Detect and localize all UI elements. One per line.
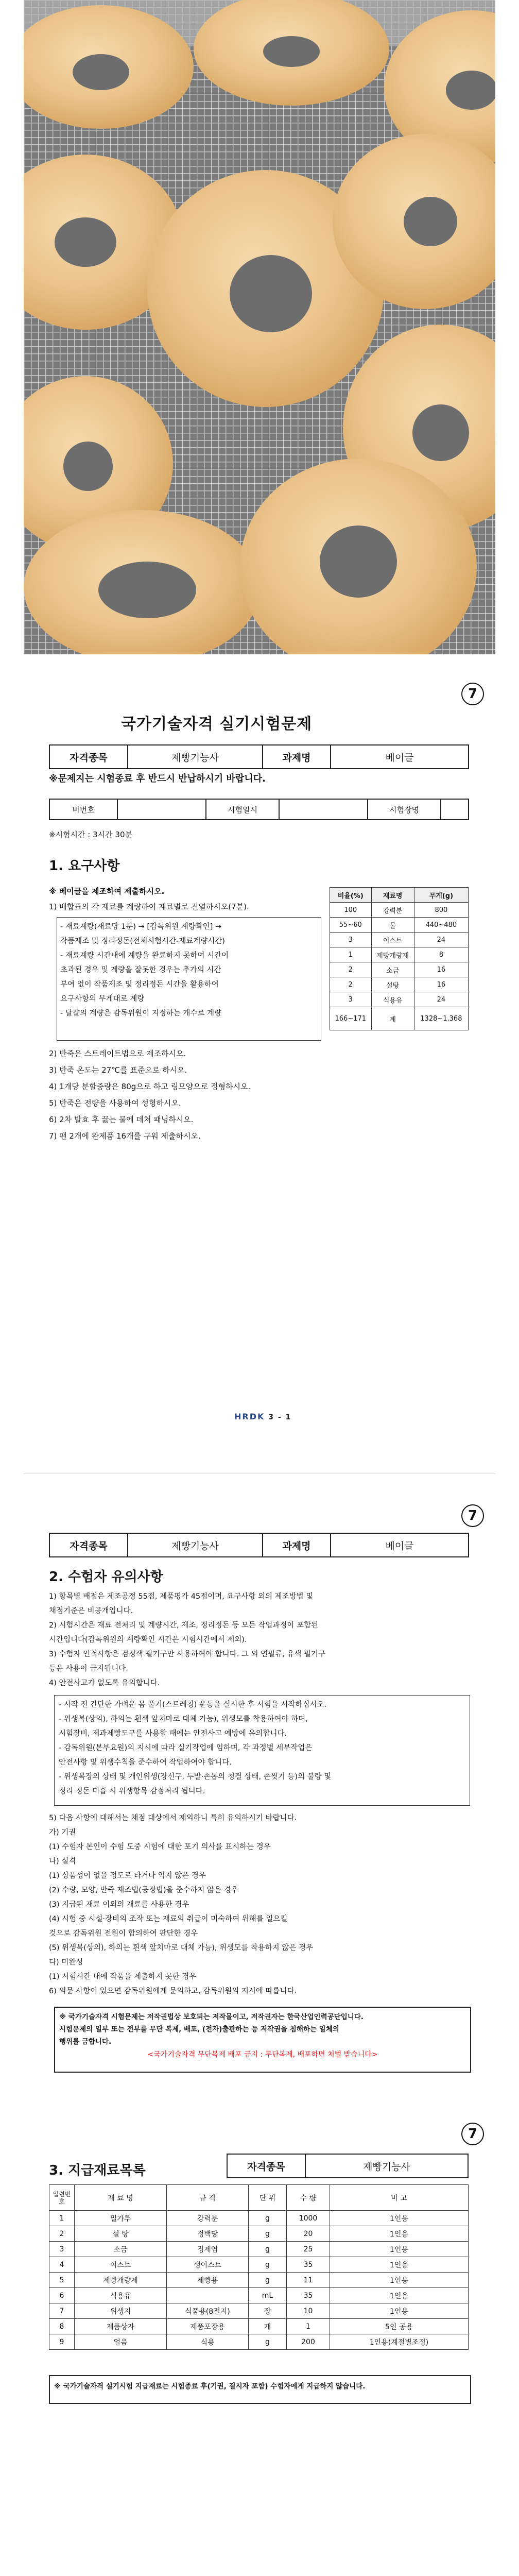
section-materials: 3. 지급재료목록	[49, 2163, 146, 2178]
safety-line: 안전사항 및 위생수칙을 준수하여 작업하여야 합니다.	[59, 1758, 232, 1767]
col-note: 비 고	[330, 2185, 469, 2211]
footer-page-number: 3 - 1	[268, 1413, 292, 1421]
material-cell: 5인 공용	[330, 2319, 469, 2334]
rule-line: 것으로 감독위원 전원이 합의하여 판단한 경우	[49, 1929, 198, 1938]
material-cell: 장	[249, 2303, 287, 2319]
material-row	[49, 2273, 469, 2288]
col-serial: 일련번호	[49, 2185, 75, 2211]
weight-cell: 24	[414, 992, 468, 1007]
weight-header: 무게(g)	[414, 888, 468, 903]
material-cell: 강력분	[167, 2211, 249, 2226]
disqualification-list	[49, 1811, 313, 1998]
precaution-line: 1) 항목별 배점은 제조공정 55점, 제품평가 45점이며, 요구사항 외의 제조방법 및	[49, 1592, 314, 1601]
req-7: 7) 팬 2개에 완제품 16개를 구워 제출하시오.	[49, 1131, 201, 1141]
rule-line: (2) 수량, 모양, 반죽 제조법(공정법)을 준수하지 않은 경우	[49, 1886, 238, 1894]
box-line: 부여 없이 작품제조 및 정리정돈 시간을 활용하여	[60, 980, 219, 989]
place-field[interactable]	[441, 799, 469, 820]
material-cell: 6	[49, 2288, 75, 2303]
bagel-shapes	[24, 0, 495, 654]
ingredient-cell: 강력분	[371, 903, 414, 918]
material-cell: 20	[287, 2226, 330, 2242]
return-notice: ※문제지는 시험종료 후 반드시 반납하시기 바랍니다.	[49, 773, 266, 784]
material-cell: g	[249, 2334, 287, 2350]
task-label: 과제명	[263, 1533, 331, 1557]
ingredient-cell: 제빵개량제	[371, 947, 414, 962]
material-cell: 제빵용	[167, 2273, 249, 2288]
ingredient-cell: 이스트	[371, 933, 414, 947]
material-cell: 1000	[287, 2211, 330, 2226]
col-spec: 규 격	[167, 2185, 249, 2211]
qual-label: 자격종목	[49, 745, 128, 769]
col-unit: 단 위	[249, 2185, 287, 2211]
rule-line: (5) 위생복(상의), 하의는 흰색 앞치마로 대체 가능), 위생모를 착용하지 않은 경우	[49, 1944, 314, 1952]
ratio-header: 비율(%)	[330, 888, 372, 903]
page-divider	[24, 1473, 495, 1474]
ratio-cell: 2	[330, 977, 372, 992]
material-cell: 2	[49, 2226, 75, 2242]
place-label: 시험장명	[368, 799, 441, 820]
date-field[interactable]	[279, 799, 368, 820]
safety-line: - 감독위원(본부요원)의 지시에 따라 실기작업에 임하며, 각 과정별 세부작업은	[59, 1744, 313, 1752]
date-label: 시험일시	[206, 799, 279, 820]
req-intro: ※ 베이글을 제조하여 제출하시오.	[49, 887, 165, 896]
safety-box	[54, 1695, 470, 1806]
material-cell: 25	[287, 2242, 330, 2257]
page-footer	[234, 1412, 291, 1421]
safety-line: 시험장비, 제과제빵도구를 사용할 때에는 안전사고 예방에 유의합니다.	[59, 1730, 287, 1738]
rule-line: 다) 미완성	[49, 1958, 83, 1967]
total-ratio-cell: 166~171	[330, 1007, 372, 1030]
material-cell: 식품용(8절지)	[167, 2303, 249, 2319]
safety-line: - 위생복(상의), 하의는 흰색 앞치마로 대체 가능), 위생모를 착용하여야 하며,	[59, 1715, 308, 1723]
material-cell: g	[249, 2242, 287, 2257]
material-row	[49, 2226, 469, 2242]
material-cell: g	[249, 2273, 287, 2288]
box-line: 요구사항의 무게대로 계량	[60, 995, 145, 1003]
box-line: - 달걀의 계량은 감독위원이 지정하는 개수로 계량	[60, 1009, 222, 1018]
precautions-list	[49, 1589, 325, 1690]
req-1: 1) 배합표의 각 재료를 계량하여 재료별로 진열하시오(7분).	[49, 902, 249, 911]
material-cell: 1인용	[330, 2288, 469, 2303]
ratio-cell: 3	[330, 992, 372, 1007]
rule-line: (3) 지급된 재료 이외의 재료를 사용한 경우	[49, 1901, 189, 1909]
rule-line: (1) 수험자 본인이 수험 도중 시험에 대한 포기 의사를 표시하는 경우	[49, 1843, 271, 1851]
material-cell: 정백당	[167, 2226, 249, 2242]
qual-value: 제빵기능사	[128, 745, 263, 769]
material-row	[49, 2242, 469, 2257]
material-cell: 35	[287, 2288, 330, 2303]
req-6: 6) 2차 발효 후 끓는 물에 데쳐 패닝하시오.	[49, 1115, 194, 1124]
material-cell: 1인용	[330, 2211, 469, 2226]
ratio-cell: 100	[330, 903, 372, 918]
bagels-photo	[24, 0, 495, 654]
col-name: 재 료 명	[75, 2185, 167, 2211]
weighing-notice-box	[57, 917, 321, 1041]
ratio-cell: 2	[330, 962, 372, 977]
material-cell: 이스트	[75, 2257, 167, 2273]
material-cell: 200	[287, 2334, 330, 2350]
material-cell: 7	[49, 2303, 75, 2319]
precaution-line: 3) 수험자 인적사항은 검정색 필기구만 사용하여야 합니다. 그 외 연필류, 유색 필기구	[49, 1650, 326, 1658]
copyright-warning-red: <국가기술자격 무단복제 배포 금지 : 무단복제, 배포하면 처벌 받습니다>	[147, 2050, 378, 2059]
material-cell: 식용	[167, 2334, 249, 2350]
exam-time: ※시험시간 : 3시간 30분	[49, 830, 132, 839]
safety-line: 정리 정돈 미흡 시 위생항목 감점처리 됩니다.	[59, 1787, 205, 1795]
copyright-line: ※ 국가기술자격 시험문제는 저작권법상 보호되는 저작물이고, 저작권자는 한국산업인력공단입니다.	[59, 2013, 364, 2021]
bagel-tray-image	[24, 0, 495, 654]
material-cell: 1인용(계절별조정)	[330, 2334, 469, 2350]
weight-cell: 24	[414, 933, 468, 947]
materials-table	[49, 2184, 469, 2350]
total-label-cell: 계	[371, 1007, 414, 1030]
weight-cell: 16	[414, 962, 468, 977]
page-number-circle: 7	[461, 1504, 484, 1527]
ingredient-cell: 식용유	[371, 992, 414, 1007]
weight-cell: 800	[414, 903, 468, 918]
material-cell: 1인용	[330, 2226, 469, 2242]
ingredient-cell: 설탕	[371, 977, 414, 992]
material-cell: 9	[49, 2334, 75, 2350]
material-cell: 5	[49, 2273, 75, 2288]
qual-label: 자격종목	[227, 2154, 305, 2178]
material-cell: 제품상자	[75, 2319, 167, 2334]
material-row	[49, 2211, 469, 2226]
material-cell: 1	[49, 2211, 75, 2226]
ratio-cell: 1	[330, 947, 372, 962]
material-cell: 8	[49, 2319, 75, 2334]
ingredient-header: 재료명	[371, 888, 414, 903]
safety-line: - 시작 전 간단한 가벼운 몸 풀기(스트레칭) 운동을 실시한 후 시험을 시작하십시오.	[59, 1701, 327, 1709]
material-row	[49, 2303, 469, 2319]
materials-body	[49, 2211, 469, 2350]
material-cell: 얼음	[75, 2334, 167, 2350]
safety-line: - 위생복장의 상태 및 개인위생(장신구, 두발·손톱의 청결 상태, 손씻기 등)의 불량 및	[59, 1773, 332, 1781]
material-cell: g	[249, 2226, 287, 2242]
req-3: 3) 반죽 온도는 27℃를 표준으로 하시오.	[49, 1065, 187, 1075]
id-table	[49, 799, 469, 820]
precaution-line: 등은 사용이 금지됩니다.	[49, 1665, 128, 1673]
number-field[interactable]	[117, 799, 206, 820]
material-cell: 정제염	[167, 2242, 249, 2257]
task-value: 베이글	[331, 1533, 469, 1557]
ratio-cell: 3	[330, 933, 372, 947]
weight-cell: 440~480	[414, 918, 468, 933]
materials-header-table	[227, 2154, 469, 2178]
materials-note: ※ 국가기술자격 실기시험 지급재료는 시험종료 후(기권, 결시자 포함) 수험자에게 지급하지 않습니다.	[54, 2382, 366, 2391]
box-line: - 재료계량 시간내에 계량을 완료하지 못하여 시간이	[60, 952, 229, 960]
rule-line: (1) 시험시간 내에 작품을 제출하지 못한 경우	[49, 1973, 197, 1981]
hrdk-logo: HRDK	[234, 1412, 265, 1421]
task-label: 과제명	[263, 745, 331, 769]
material-row	[49, 2288, 469, 2303]
material-cell: 1인용	[330, 2257, 469, 2273]
material-cell: g	[249, 2211, 287, 2226]
material-cell: 3	[49, 2242, 75, 2257]
material-cell: 11	[287, 2273, 330, 2288]
material-cell: g	[249, 2257, 287, 2273]
ratio-cell: 55~60	[330, 918, 372, 933]
ingredient-cell: 소금	[371, 962, 414, 977]
qual-value: 제빵기능사	[305, 2154, 468, 2178]
material-cell: mL	[249, 2288, 287, 2303]
box-line: - 재료계량(재료당 1분) → [감독위원 계량확인] →	[60, 923, 222, 931]
ingredient-cell: 물	[371, 918, 414, 933]
qual-label: 자격종목	[49, 1533, 128, 1557]
rule-line: 가) 기권	[49, 1828, 76, 1837]
material-cell: 생이스트	[167, 2257, 249, 2273]
material-cell: 위생지	[75, 2303, 167, 2319]
col-qty: 수 량	[287, 2185, 330, 2211]
material-cell: 1인용	[330, 2273, 469, 2288]
material-cell	[167, 2288, 249, 2303]
req-5: 5) 반죽은 전량을 사용하여 성형하시오.	[49, 1098, 181, 1108]
rule-line: 5) 다음 사항에 대해서는 채점 대상에서 제외하니 특히 유의하시기 바랍니다.	[49, 1814, 297, 1822]
material-cell: 제빵개량제	[75, 2273, 167, 2288]
material-cell: 밀가루	[75, 2211, 167, 2226]
material-row	[49, 2257, 469, 2273]
formula-table	[330, 887, 469, 1030]
precaution-line: 시간입니다(감독위원의 계량확인 시간은 시험시간에서 제외).	[49, 1636, 247, 1644]
header-table	[49, 1533, 469, 1557]
req-2: 2) 반죽은 스트레이트법으로 제조하시오.	[49, 1049, 186, 1058]
material-cell: 1인용	[330, 2303, 469, 2319]
material-cell: 1	[287, 2319, 330, 2334]
material-cell: 개	[249, 2319, 287, 2334]
precaution-line: 채점기준은 비공개입니다.	[49, 1607, 133, 1615]
material-cell: 4	[49, 2257, 75, 2273]
precaution-line: 4) 안전사고가 없도록 유의합니다.	[49, 1679, 160, 1687]
copyright-box	[54, 2007, 471, 2073]
req-4: 4) 1개당 분할중량은 80g으로 하고 링모양으로 정형하시오.	[49, 1082, 251, 1091]
copyright-line: 시험문제의 일부 또는 전부를 무단 복제, 배포, (전자)출판하는 등 저작권을 침해하는 일체의	[59, 2025, 339, 2033]
precaution-line: 2) 시험시간은 재료 전처리 및 계량시간, 제조, 정리정돈 등 모든 작업과정이 포함된	[49, 1621, 319, 1630]
material-row	[49, 2319, 469, 2334]
material-cell: 10	[287, 2303, 330, 2319]
weight-cell: 8	[414, 947, 468, 962]
rule-line: 6) 의문 사항이 있으면 감독위원에게 문의하고, 감독위원의 지시에 따릅니다.	[49, 1987, 297, 1995]
copyright-line: 행위를 금합니다.	[59, 2038, 112, 2046]
total-weight-cell: 1328~1,368	[414, 1007, 468, 1030]
material-cell: 1인용	[330, 2242, 469, 2257]
section-precautions: 2. 수험자 유의사항	[49, 1569, 163, 1585]
material-cell: 식용유	[75, 2288, 167, 2303]
task-value: 베이글	[331, 745, 469, 769]
weight-cell: 16	[414, 977, 468, 992]
material-cell: 제품포장용	[167, 2319, 249, 2334]
material-row	[49, 2334, 469, 2350]
number-label: 비번호	[49, 799, 117, 820]
rule-line: 나) 실격	[49, 1857, 76, 1866]
page-number-circle: 7	[461, 683, 484, 705]
section-requirements: 1. 요구사항	[49, 858, 120, 874]
box-line: 초과된 경우 및 계량을 잘못한 경우는 추가의 시간	[60, 966, 221, 974]
material-cell: 소금	[75, 2242, 167, 2257]
material-cell: 35	[287, 2257, 330, 2273]
document-title: 국가기술자격 실기시험문제	[121, 715, 313, 733]
header-table	[49, 744, 469, 769]
material-cell: 설 탕	[75, 2226, 167, 2242]
materials-note-box	[49, 2375, 471, 2404]
rule-line: (1) 상품성이 없을 정도로 타거나 익지 않은 경우	[49, 1872, 206, 1880]
page-number-circle: 7	[461, 2123, 484, 2145]
qual-value: 제빵기능사	[128, 1533, 263, 1557]
rule-line: (4) 시험 중 시설·장비의 조작 또는 재료의 취급이 미숙하여 위해를 일으킬	[49, 1915, 288, 1923]
box-line: 작품제조 및 정리정돈(전체시험시간-재료계량시간)	[60, 937, 225, 945]
